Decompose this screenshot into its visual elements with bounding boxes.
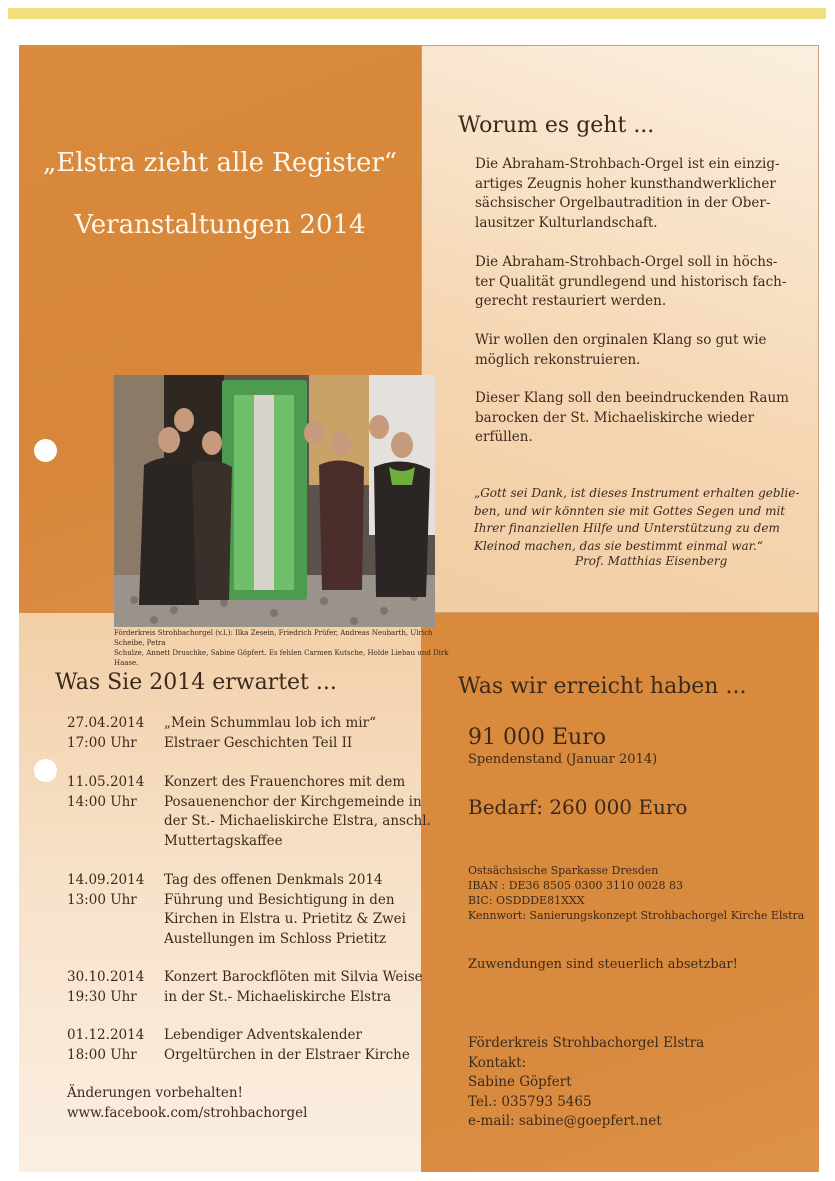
group-photo-illustration (114, 375, 435, 627)
punch-hole (34, 759, 57, 782)
event-date: 14.09.2014 (67, 872, 145, 888)
quote-text: „Gott sei Dank, ist dieses Instrument erhalten geblie- ben, und wir könnten sie mit Gottes Segen und mit Ihrer finanziellen Hilfe und Unterstützung zu dem Kleinod machen, das sie bestimmt einmal war.“ (474, 486, 800, 553)
events-footer (67, 1084, 307, 1123)
event-time: 17:00 Uhr (67, 734, 137, 751)
donation-status: Spendenstand (Januar 2014) (468, 752, 658, 767)
bank-details: Ostsächsische Sparkasse Dresden IBAN : DE36 8505 0300 3110 0028 83 BIC: OSDDDE81XXX Kennwort: Sanierungskonzept Strohbachorgel Kirche Elstra (468, 864, 805, 922)
flyer-subtitle: Veranstaltungen 2014 (74, 210, 366, 240)
donation-amount: 91 000 Euro (468, 725, 606, 750)
photo-caption: Förderkreis Strohbachorgel (v.l.): Ilka Zesein, Friedrich Prüfer, Andreas Neubarth, Ulrich Scheibe, Petra Schulze, Annett Druschke, Sabine Göpfert. Es fehlen Carmen Kutsche, Holde Liebau und Dirk Haase. (114, 629, 449, 667)
event-time: 18:00 Uhr (67, 1046, 137, 1063)
event-date: 01.12.2014 (67, 1027, 145, 1043)
event-date: 11.05.2014 (67, 774, 145, 790)
about-paragraph: Die Abraham-Strohbach-Orgel soll in höchs- ter Qualität grundlegend und historisch fach- gerecht restauriert werden. (475, 254, 787, 309)
event-time: 13:00 Uhr (67, 891, 137, 908)
event-date: 30.10.2014 (67, 969, 145, 985)
contact-block: Förderkreis Strohbachorgel Elstra Kontakt: Sabine Göpfert Tel.: 035793 5465 e-mail: sabine@goepfert.net (468, 1034, 704, 1132)
need-amount: Bedarf: 260 000 Euro (468, 795, 688, 819)
achieved-heading: Was wir erreicht haben ... (458, 674, 747, 699)
flyer-title: „Elstra zieht alle Register“ (42, 148, 398, 178)
top-border-bar (8, 8, 826, 19)
about-paragraph: Dieser Klang soll den beeindruckenden Raum barocken der St. Michaeliskirche wieder erfüllen. (475, 390, 789, 445)
events-heading: Was Sie 2014 erwartet ... (55, 670, 337, 695)
about-paragraph: Die Abraham-Strohbach-Orgel ist ein einzig- artiges Zeugnis hoher kunsthandwerklicher sächsischer Orgelbautradition in der Ober- lausitzer Kulturlandschaft. (475, 156, 780, 231)
tax-note: Zuwendungen sind steuerlich absetzbar! (468, 957, 738, 972)
event-time: 14:00 Uhr (67, 793, 137, 810)
group-photo (114, 375, 435, 627)
event-time: 19:30 Uhr (67, 988, 137, 1005)
event-date: 27.04.2014 (67, 715, 145, 731)
about-paragraph: Wir wollen den orginalen Klang so gut wie möglich rekonstruieren. (475, 332, 767, 368)
facebook-link[interactable]: www.facebook.com/strohbachorgel (67, 1104, 308, 1121)
about-heading: Worum es geht ... (458, 113, 655, 138)
punch-hole (34, 439, 57, 462)
changes-note: Änderungen vorbehalten! (67, 1085, 243, 1101)
quote-author: Prof. Matthias Eisenberg (575, 554, 728, 568)
contact-email[interactable]: e-mail: sabine@goepfert.net (468, 1113, 662, 1129)
